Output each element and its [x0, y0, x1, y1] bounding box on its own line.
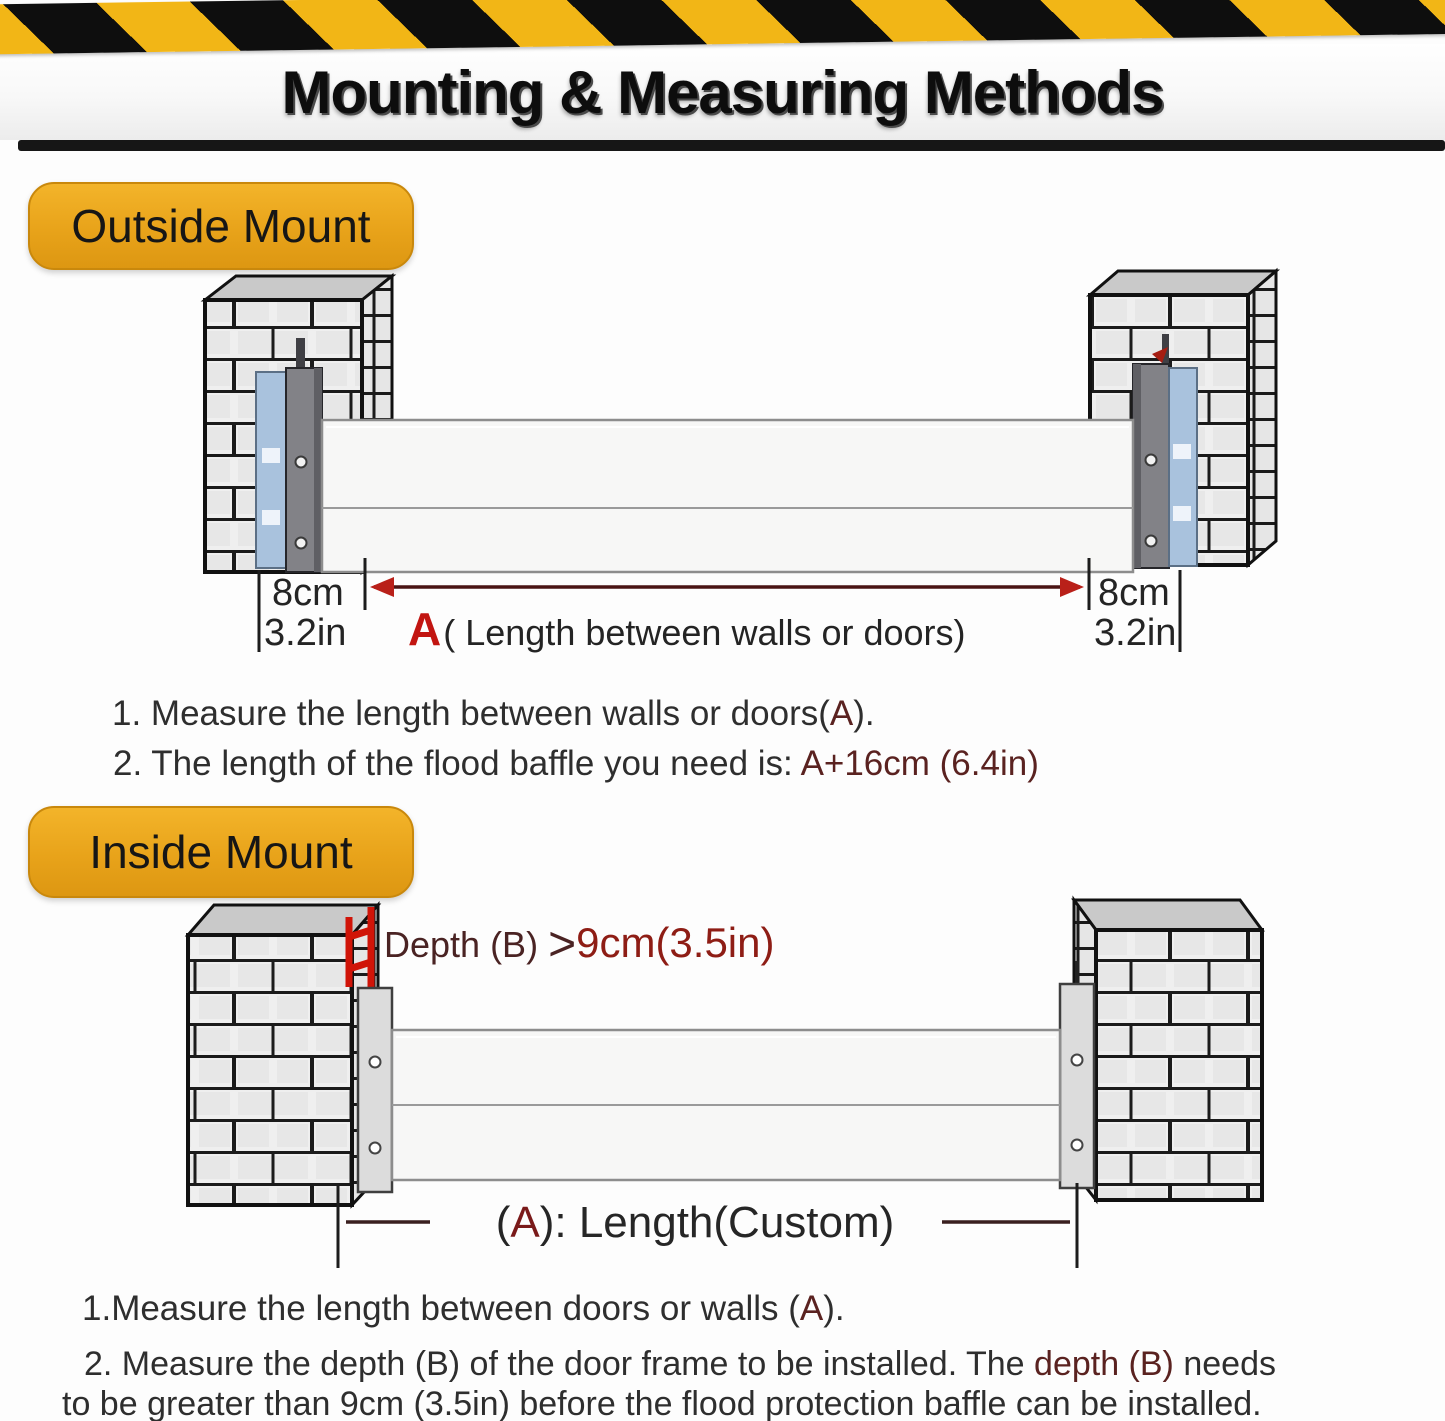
inside-depth-label — [384, 917, 775, 972]
inside-right-channel — [1060, 984, 1094, 1188]
inside-step-2-line-1: 2. Measure the depth (B) of the door frame to be installed. The depth (B) needs — [84, 1345, 1276, 1383]
outside-step-2: 2. The length of the flood baffle you need is: A+16cm (6.4in) — [113, 744, 1039, 783]
inside-mount-badge-label: Inside Mount — [89, 826, 353, 878]
inside-right-pillar — [1074, 900, 1262, 1200]
outside-span-label — [408, 602, 966, 656]
outside-left-dim-in: 3.2in — [264, 612, 347, 654]
inside-step-1: 1.Measure the length between doors or walls (A). — [82, 1289, 845, 1328]
inside-depth-label-pre: Depth (B) — [384, 924, 549, 965]
outside-left-pin — [296, 338, 305, 370]
outside-span-label-a: A — [408, 603, 442, 655]
inside-length-label: (A): Length(Custom) — [495, 1198, 895, 1247]
outside-right-dim-cm: 8cm — [1098, 572, 1170, 614]
inside-step-2-em: depth (B) — [1034, 1345, 1174, 1383]
outside-left-channel — [286, 368, 322, 572]
inside-length-label-a: A — [510, 1198, 540, 1247]
outside-mount-badge — [28, 182, 414, 270]
outside-step-2-em: A+16cm (6.4in) — [800, 744, 1039, 783]
outside-right-channel — [1133, 364, 1169, 568]
page-title: Mounting & Measuring Methods — [281, 59, 1164, 126]
inside-left-channel — [358, 988, 392, 1192]
outside-left-wall-rail — [256, 372, 286, 568]
greater-than-symbol: > — [548, 918, 577, 971]
outside-step-1: 1. Measure the length between walls or doors(A). — [112, 694, 875, 733]
inside-step-1-em: A — [799, 1289, 824, 1328]
outside-baffle-boards — [322, 420, 1133, 572]
inside-mount-badge — [28, 806, 414, 898]
outside-span-arrow — [370, 577, 1084, 597]
inside-baffle-boards — [392, 1030, 1060, 1180]
inside-depth-label-value: 9cm(3.5in) — [576, 919, 775, 966]
outside-step-1-em: A — [829, 694, 854, 733]
outside-right-wall-rail — [1169, 368, 1197, 566]
outside-right-dim-in: 3.2in — [1094, 612, 1177, 654]
outside-span-label-rest: ( Length between walls or doors) — [443, 612, 966, 653]
banner-underline — [18, 140, 1445, 151]
inside-step-2-line-2: to be greater than 9cm (3.5in) before the flood protection baffle can be installed. — [62, 1385, 1262, 1421]
outside-mount-badge-label: Outside Mount — [71, 200, 371, 252]
outside-left-dim-cm: 8cm — [272, 572, 344, 614]
